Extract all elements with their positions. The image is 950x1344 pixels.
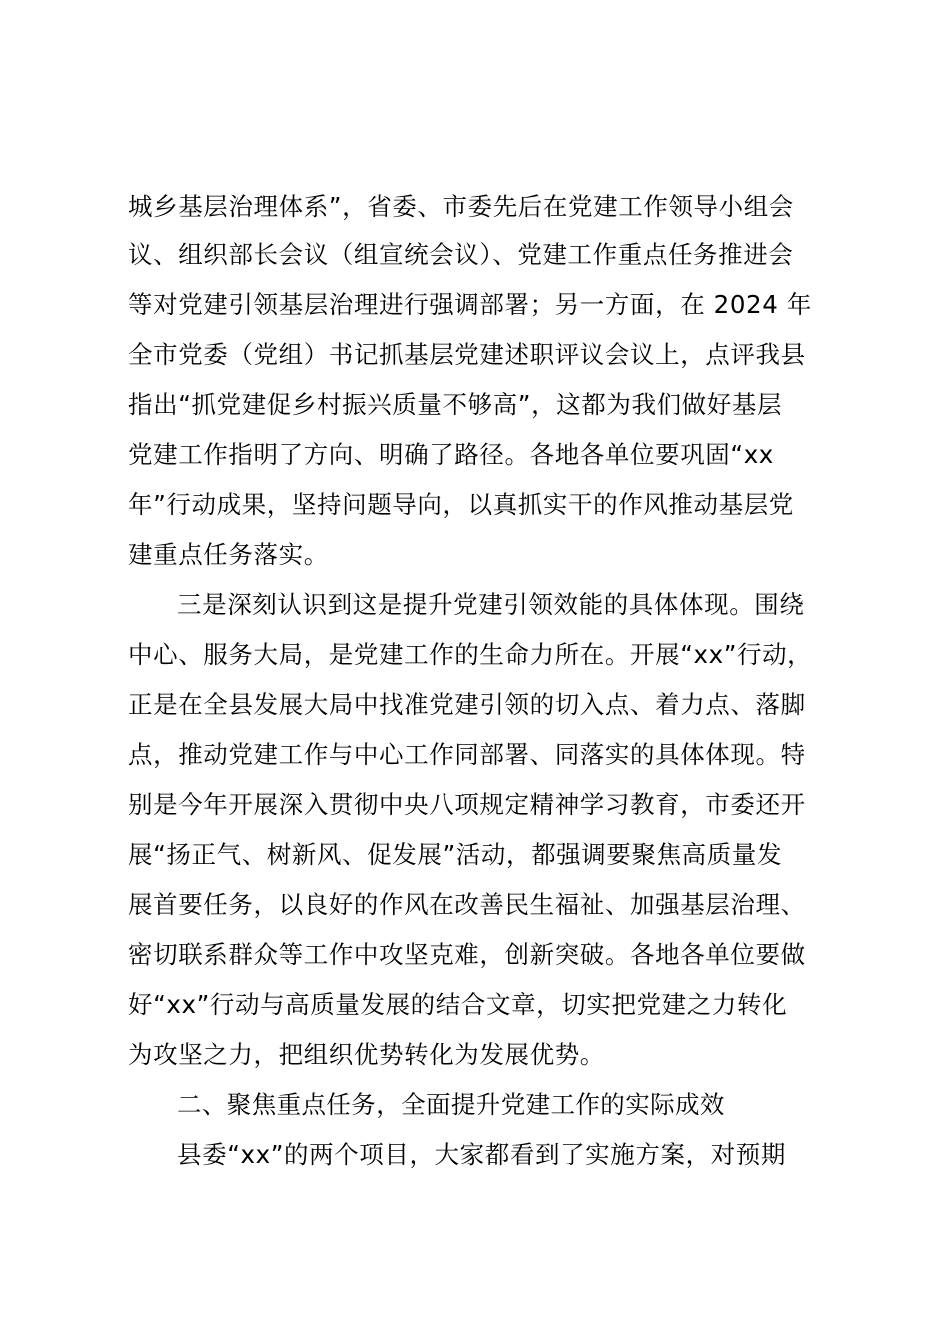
paragraph-start-line: 县委“xx”的两个项目，大家都看到了实施方案，对预期 (177, 1140, 786, 1169)
text-line: 全市党委（党组）书记抓基层党建述职评议会议上，点评我县 (128, 340, 806, 369)
text-line: 指出“抓党建促乡村振兴质量不够高”，这都为我们做好基层 (128, 390, 783, 419)
text-line: 密切联系群众等工作中攻坚克难，创新突破。各地各单位要做 (128, 940, 806, 969)
text-line: 点，推动党建工作与中心工作同部署、同落实的具体体现。特 (128, 740, 806, 769)
text-line: 展“扬正气、树新风、促发展”活动，都强调要聚焦高质量发 (128, 840, 783, 869)
text-line: 议、组织部长会议（组宣统会议）、党建工作重点任务推进会 (128, 240, 794, 269)
text-line: 中心、服务大局，是党建工作的生命力所在。开展“xx”行动， (128, 640, 813, 669)
text-line: 好“xx”行动与高质量发展的结合文章，切实把党建之力转化 (128, 990, 788, 1019)
text-line: 建重点任务落实。 (128, 540, 329, 569)
text-line: 别是今年开展深入贯彻中央八项规定精神学习教育，市委还开 (128, 790, 806, 819)
text-line: 等对党建引领基层治理进行强调部署；另一方面，在 2024 年 (128, 290, 812, 319)
text-line: 年”行动成果，坚持问题导向，以真抓实干的作风推动基层党 (128, 490, 794, 519)
text-line: 党建工作指明了方向、明确了路径。各地各单位要巩固“xx (128, 440, 774, 469)
paragraph-start-line: 三是深刻认识到这是提升党建引领效能的具体体现。围绕 (177, 590, 805, 619)
section-heading: 二、聚焦重点任务，全面提升党建工作的实际成效 (177, 1090, 725, 1119)
text-line: 城乡基层治理体系”，省委、市委先后在党建工作领导小组会 (128, 192, 794, 221)
text-line: 正是在全县发展大局中找准党建引领的切入点、着力点、落脚 (128, 690, 806, 719)
text-line: 为攻坚之力，把组织优势转化为发展优势。 (128, 1040, 605, 1069)
text-line: 展首要任务，以良好的作风在改善民生福祉、加强基层治理、 (128, 890, 806, 919)
